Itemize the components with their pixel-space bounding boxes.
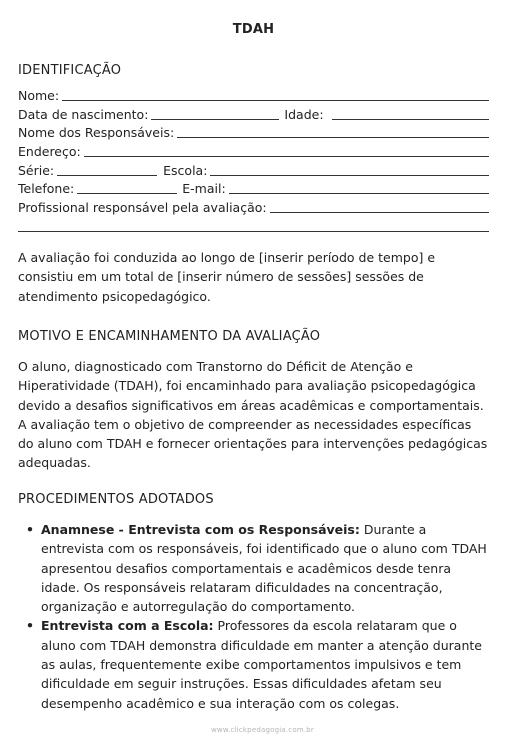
- serie-blank[interactable]: [57, 175, 157, 176]
- list-item-title: Anamnese - Entrevista com os Responsáveis:: [41, 522, 360, 537]
- identificacao-heading: IDENTIFICAÇÃO: [18, 63, 122, 78]
- nome-label: Nome:: [18, 88, 60, 103]
- telefone-email-row: [18, 178, 489, 196]
- responsaveis-blank: [177, 137, 489, 138]
- email-blank[interactable]: [229, 193, 489, 194]
- nascimento-idade-row: [18, 104, 489, 122]
- motivo-heading: MOTIVO E ENCAMINHAMENTO DA AVALIAÇÃO: [18, 329, 321, 344]
- intro-paragraph: A avaliação foi conduzida ao longo de [inserir período de tempo] e consistiu em um total de [inserir número de sessões] sessões de atendimento psicopedagógico.: [18, 250, 436, 304]
- idade-blank[interactable]: [332, 119, 489, 120]
- list-item-title: Entrevista com a Escola:: [41, 618, 214, 634]
- profissional-label: Profissional responsável pela avaliação:: [18, 200, 267, 215]
- serie-escola-row: [18, 160, 489, 178]
- motivo-paragraph: O aluno, diagnosticado com Transtorno do Déficit de Atenção e Hiperatividade (TDAH), foi encaminhado para avaliação psicopedagógica devido a desafios significativos em áreas acadêmicas e comportamentais. A avaliação tem o objetivo de compreender as necessidades específicas do aluno com TDAH e fornecer orientações para intervenções pedagógicas adequadas.: [18, 359, 488, 471]
- nascimento-label: Data de nascimento:: [18, 107, 149, 122]
- list-item: [18, 616, 489, 712]
- bullet-icon: •: [26, 522, 34, 537]
- escola-label: Escola:: [163, 163, 208, 178]
- nascimento-blank[interactable]: [151, 119, 279, 120]
- escola-blank[interactable]: [210, 175, 489, 176]
- serie-label: Série:: [18, 163, 55, 178]
- telefone-blank[interactable]: [77, 193, 177, 194]
- endereco-blank: [84, 156, 489, 157]
- list-item: [18, 520, 489, 616]
- procedimentos-heading: PROCEDIMENTOS ADOTADOS: [18, 492, 214, 507]
- profissional-field[interactable]: [18, 197, 489, 215]
- profissional-extra-blank[interactable]: [18, 231, 489, 232]
- nome-blank: [62, 100, 489, 101]
- profissional-blank: [270, 212, 489, 213]
- idade-label: Idade:: [284, 107, 324, 122]
- footer-watermark: www.clickpedagogia.com.br: [210, 726, 314, 734]
- document-title: TDAH: [232, 22, 275, 37]
- responsaveis-field[interactable]: [18, 122, 489, 140]
- responsaveis-label: Nome dos Responsáveis:: [18, 125, 175, 140]
- list-item-text: Durante a entrevista com os responsáveis, foi identificado que o aluno com TDAH apresentou desafios comportamentais e acadêmicos desde tenra idade. Os responsáveis relataram dificuldades na concentração, organização e autorregulação do comportamento.: [41, 522, 487, 615]
- bullet-icon: •: [26, 618, 34, 634]
- list-item-text: Professores da escola relataram que o aluno com TDAH demonstra dificuldade em manter a atenção durante as aulas, frequentemente exibe comportamentos impulsivos e tem dificuldade em seguir instruções. Essas dificuldades afetam seu desempenho acadêmico e sua interação com os colegas.: [41, 618, 482, 711]
- email-label: E-mail:: [182, 181, 226, 196]
- procedimentos-list: [18, 520, 489, 713]
- endereco-label: Endereço:: [18, 144, 81, 159]
- telefone-label: Telefone:: [18, 181, 75, 196]
- nome-field[interactable]: [18, 85, 489, 103]
- endereco-field[interactable]: [18, 141, 489, 159]
